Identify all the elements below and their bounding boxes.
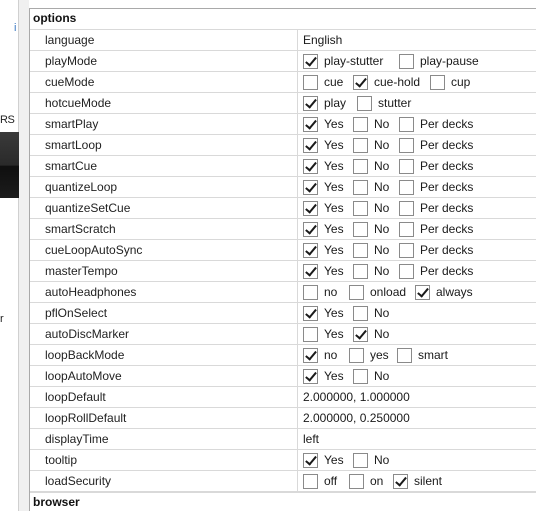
checkbox-label: No [374, 117, 390, 131]
option-choice[interactable] [399, 180, 485, 195]
option-choice[interactable] [353, 159, 399, 174]
option-choice[interactable] [353, 369, 399, 384]
option-row-cueLoopAutoSync [30, 240, 536, 261]
checkbox-label: No [374, 327, 390, 341]
option-key: loopAutoMove [30, 366, 298, 386]
checkbox-label: play [324, 96, 347, 110]
option-row-quantizeSetCue [30, 198, 536, 219]
checkbox-unchecked[interactable] [353, 243, 368, 258]
option-key: loadSecurity [30, 471, 298, 491]
checkbox-label: cue-hold [374, 75, 421, 89]
checkbox-label: play-pause [420, 54, 479, 68]
option-choice[interactable] [399, 264, 485, 279]
option-choice[interactable] [353, 180, 399, 195]
checkbox-unchecked[interactable] [430, 75, 445, 90]
option-value [298, 93, 536, 113]
option-key: cueLoopAutoSync [30, 240, 298, 260]
checkbox-unchecked[interactable] [303, 285, 318, 300]
left-strip-dark-block [0, 132, 19, 198]
checkbox-checked[interactable] [303, 96, 318, 111]
checkbox-label: Yes [324, 222, 344, 236]
checkbox-checked[interactable] [353, 327, 368, 342]
checkbox-label: Yes [324, 138, 344, 152]
checkbox-label: No [374, 369, 390, 383]
option-choice[interactable] [303, 369, 353, 384]
option-row-hotcueMode [30, 93, 536, 114]
option-value [298, 219, 536, 239]
option-choice[interactable] [303, 96, 357, 111]
option-key: playMode [30, 51, 298, 71]
checkbox-label: No [374, 243, 390, 257]
option-value [298, 198, 536, 218]
option-key: displayTime [30, 429, 298, 449]
option-row-cueMode [30, 72, 536, 93]
option-value [298, 135, 536, 155]
checkbox-checked[interactable] [303, 201, 318, 216]
option-choice[interactable] [303, 159, 353, 174]
checkbox-label: Yes [324, 201, 344, 215]
checkbox-unchecked[interactable] [353, 159, 368, 174]
checkbox-label: No [374, 138, 390, 152]
checkbox-unchecked[interactable] [353, 201, 368, 216]
option-value [298, 177, 536, 197]
option-choice[interactable] [353, 222, 399, 237]
checkbox-unchecked[interactable] [353, 222, 368, 237]
option-choice[interactable] [349, 348, 397, 363]
checkbox-checked[interactable] [303, 159, 318, 174]
checkbox-label: Per decks [420, 138, 474, 152]
checkbox-unchecked[interactable] [399, 159, 414, 174]
option-value [298, 408, 536, 428]
option-key: tooltip [30, 450, 298, 470]
option-choice[interactable] [353, 138, 399, 153]
option-value-text[interactable]: English [303, 33, 343, 47]
option-value [298, 156, 536, 176]
option-value [298, 240, 536, 260]
checkbox-label: Yes [324, 264, 344, 278]
option-value [298, 51, 536, 71]
option-row-language [30, 30, 536, 51]
checkbox-unchecked[interactable] [397, 348, 412, 363]
left-strip-label-rs: RS [0, 114, 15, 126]
option-value [298, 324, 536, 344]
option-choice[interactable] [303, 306, 353, 321]
option-value [298, 387, 536, 407]
checkbox-label: Yes [324, 327, 344, 341]
option-choice[interactable] [399, 201, 485, 216]
option-choice[interactable] [303, 138, 353, 153]
checkbox-label: Yes [324, 306, 344, 320]
option-value [298, 366, 536, 386]
checkbox-unchecked[interactable] [353, 453, 368, 468]
option-choice[interactable] [303, 117, 353, 132]
checkbox-checked[interactable] [303, 264, 318, 279]
checkbox-checked[interactable] [303, 453, 318, 468]
checkbox-label: Yes [324, 159, 344, 173]
checkbox-unchecked[interactable] [349, 348, 364, 363]
checkbox-unchecked[interactable] [399, 222, 414, 237]
option-row-loopDefault [30, 387, 536, 408]
option-key: loopRollDefault [30, 408, 298, 428]
option-value [298, 303, 536, 323]
checkbox-unchecked[interactable] [353, 306, 368, 321]
checkbox-checked[interactable] [303, 306, 318, 321]
option-key: smartLoop [30, 135, 298, 155]
option-key: autoHeadphones [30, 282, 298, 302]
checkbox-unchecked[interactable] [303, 75, 318, 90]
checkbox-unchecked[interactable] [303, 474, 318, 489]
option-key: loopBackMode [30, 345, 298, 365]
option-key: quantizeLoop [30, 177, 298, 197]
left-strip-glyph: i [14, 22, 17, 34]
option-row-pflOnSelect [30, 303, 536, 324]
option-key: smartCue [30, 156, 298, 176]
option-row-loopAutoMove [30, 366, 536, 387]
checkbox-checked[interactable] [303, 348, 318, 363]
option-choice[interactable] [303, 474, 349, 489]
option-row-smartScratch [30, 219, 536, 240]
option-choice[interactable] [303, 348, 349, 363]
checkbox-checked[interactable] [415, 285, 430, 300]
checkbox-unchecked[interactable] [353, 369, 368, 384]
option-row-displayTime [30, 429, 536, 450]
checkbox-label: always [436, 285, 473, 299]
option-choice[interactable] [353, 201, 399, 216]
option-choice[interactable] [353, 453, 399, 468]
option-value [298, 345, 536, 365]
option-choice[interactable] [349, 285, 415, 300]
section-header-options[interactable]: options [30, 9, 536, 30]
checkbox-checked[interactable] [393, 474, 408, 489]
option-key: masterTempo [30, 261, 298, 281]
option-choice[interactable] [303, 222, 353, 237]
checkbox-label: No [374, 222, 390, 236]
option-choice[interactable] [303, 180, 353, 195]
checkbox-label: No [374, 453, 390, 467]
option-choice[interactable] [349, 474, 393, 489]
left-app-strip [0, 0, 19, 511]
checkbox-checked[interactable] [353, 75, 368, 90]
checkbox-unchecked[interactable] [349, 285, 364, 300]
options-table [30, 30, 536, 492]
option-key: quantizeSetCue [30, 198, 298, 218]
checkbox-label: Per decks [420, 180, 474, 194]
option-choice[interactable] [303, 201, 353, 216]
checkbox-checked[interactable] [303, 138, 318, 153]
checkbox-label: stutter [378, 96, 412, 110]
option-row-smartPlay [30, 114, 536, 135]
checkbox-label: Yes [324, 180, 344, 194]
checkbox-unchecked[interactable] [399, 264, 414, 279]
checkbox-label: yes [370, 348, 389, 362]
checkbox-unchecked[interactable] [357, 96, 372, 111]
option-choice[interactable] [303, 327, 353, 342]
option-key: autoDiscMarker [30, 324, 298, 344]
checkbox-label: No [374, 159, 390, 173]
option-key: smartPlay [30, 114, 298, 134]
option-choice[interactable] [353, 243, 399, 258]
option-row-autoHeadphones [30, 282, 536, 303]
option-row-smartLoop [30, 135, 536, 156]
option-value [298, 72, 536, 92]
checkbox-label: Per decks [420, 243, 474, 257]
checkbox-label: Per decks [420, 222, 474, 236]
checkbox-checked[interactable] [303, 369, 318, 384]
option-value [298, 114, 536, 134]
checkbox-label: Yes [324, 243, 344, 257]
option-choice[interactable] [303, 75, 353, 90]
option-row-playMode [30, 51, 536, 72]
option-key: smartScratch [30, 219, 298, 239]
option-choice[interactable] [399, 159, 485, 174]
option-choice[interactable] [357, 96, 423, 111]
checkbox-label: No [374, 306, 390, 320]
checkbox-label: smart [418, 348, 448, 362]
checkbox-label: cue [324, 75, 344, 89]
option-row-loopRollDefault [30, 408, 536, 429]
panel-gutter [19, 0, 29, 511]
option-choice[interactable] [399, 117, 485, 132]
checkbox-unchecked[interactable] [353, 138, 368, 153]
options-panel [29, 8, 536, 511]
option-choice[interactable] [303, 264, 353, 279]
checkbox-label: onload [370, 285, 407, 299]
option-choice[interactable] [353, 306, 399, 321]
option-value [298, 30, 536, 50]
option-choice[interactable] [399, 222, 485, 237]
option-choice[interactable] [353, 264, 399, 279]
checkbox-checked[interactable] [303, 54, 318, 69]
checkbox-label: play-stutter [324, 54, 384, 68]
option-key: cueMode [30, 72, 298, 92]
option-row-loopBackMode [30, 345, 536, 366]
checkbox-label: no [324, 348, 338, 362]
option-row-smartCue [30, 156, 536, 177]
checkbox-label: no [324, 285, 338, 299]
checkbox-label: Per decks [420, 117, 474, 131]
option-choice[interactable] [430, 75, 478, 90]
checkbox-checked[interactable] [303, 117, 318, 132]
option-value [298, 282, 536, 302]
checkbox-label: Yes [324, 117, 344, 131]
checkbox-label: off [324, 474, 338, 488]
option-value [298, 261, 536, 281]
option-choice[interactable] [353, 117, 399, 132]
option-row-autoDiscMarker [30, 324, 536, 345]
option-value [298, 450, 536, 470]
option-key: language [30, 30, 298, 50]
checkbox-label: No [374, 201, 390, 215]
option-choice[interactable] [303, 453, 353, 468]
checkbox-label: on [370, 474, 384, 488]
checkbox-unchecked[interactable] [399, 243, 414, 258]
option-row-tooltip [30, 450, 536, 471]
option-value [298, 429, 536, 449]
section-header-browser[interactable]: browser [30, 492, 536, 511]
option-row-quantizeLoop [30, 177, 536, 198]
option-value-text[interactable]: left [303, 432, 320, 446]
option-key: loopDefault [30, 387, 298, 407]
checkbox-unchecked[interactable] [399, 54, 414, 69]
checkbox-label: Yes [324, 369, 344, 383]
option-value [298, 471, 536, 491]
option-choice[interactable] [353, 327, 399, 342]
option-key: hotcueMode [30, 93, 298, 113]
checkbox-label: Yes [324, 453, 344, 467]
option-choice[interactable] [399, 138, 485, 153]
checkbox-label: cup [451, 75, 471, 89]
checkbox-label: Per decks [420, 264, 474, 278]
checkbox-unchecked[interactable] [353, 117, 368, 132]
option-row-masterTempo [30, 261, 536, 282]
checkbox-checked[interactable] [303, 180, 318, 195]
option-choice[interactable] [303, 243, 353, 258]
checkbox-unchecked[interactable] [399, 180, 414, 195]
option-key: pflOnSelect [30, 303, 298, 323]
option-value-text[interactable]: 2.000000, 1.000000 [303, 390, 410, 404]
checkbox-unchecked[interactable] [399, 201, 414, 216]
option-choice[interactable] [399, 243, 485, 258]
checkbox-checked[interactable] [303, 243, 318, 258]
option-value-text[interactable]: 2.000000, 0.250000 [303, 411, 410, 425]
checkbox-label: No [374, 264, 390, 278]
checkbox-unchecked[interactable] [399, 117, 414, 132]
option-choice[interactable] [303, 54, 399, 69]
left-strip-label-r: r [0, 313, 4, 325]
checkbox-unchecked[interactable] [349, 474, 364, 489]
option-choice[interactable] [353, 75, 430, 90]
checkbox-label: No [374, 180, 390, 194]
checkbox-unchecked[interactable] [353, 264, 368, 279]
checkbox-label: silent [414, 474, 443, 488]
checkbox-unchecked[interactable] [303, 327, 318, 342]
checkbox-unchecked[interactable] [399, 138, 414, 153]
checkbox-unchecked[interactable] [353, 180, 368, 195]
checkbox-label: Per decks [420, 159, 474, 173]
checkbox-label: Per decks [420, 201, 474, 215]
option-choice[interactable] [393, 474, 453, 489]
option-choice[interactable] [397, 348, 457, 363]
option-choice[interactable] [399, 54, 487, 69]
option-choice[interactable] [415, 285, 481, 300]
option-choice[interactable] [303, 285, 349, 300]
checkbox-checked[interactable] [303, 222, 318, 237]
option-row-loadSecurity [30, 471, 536, 492]
